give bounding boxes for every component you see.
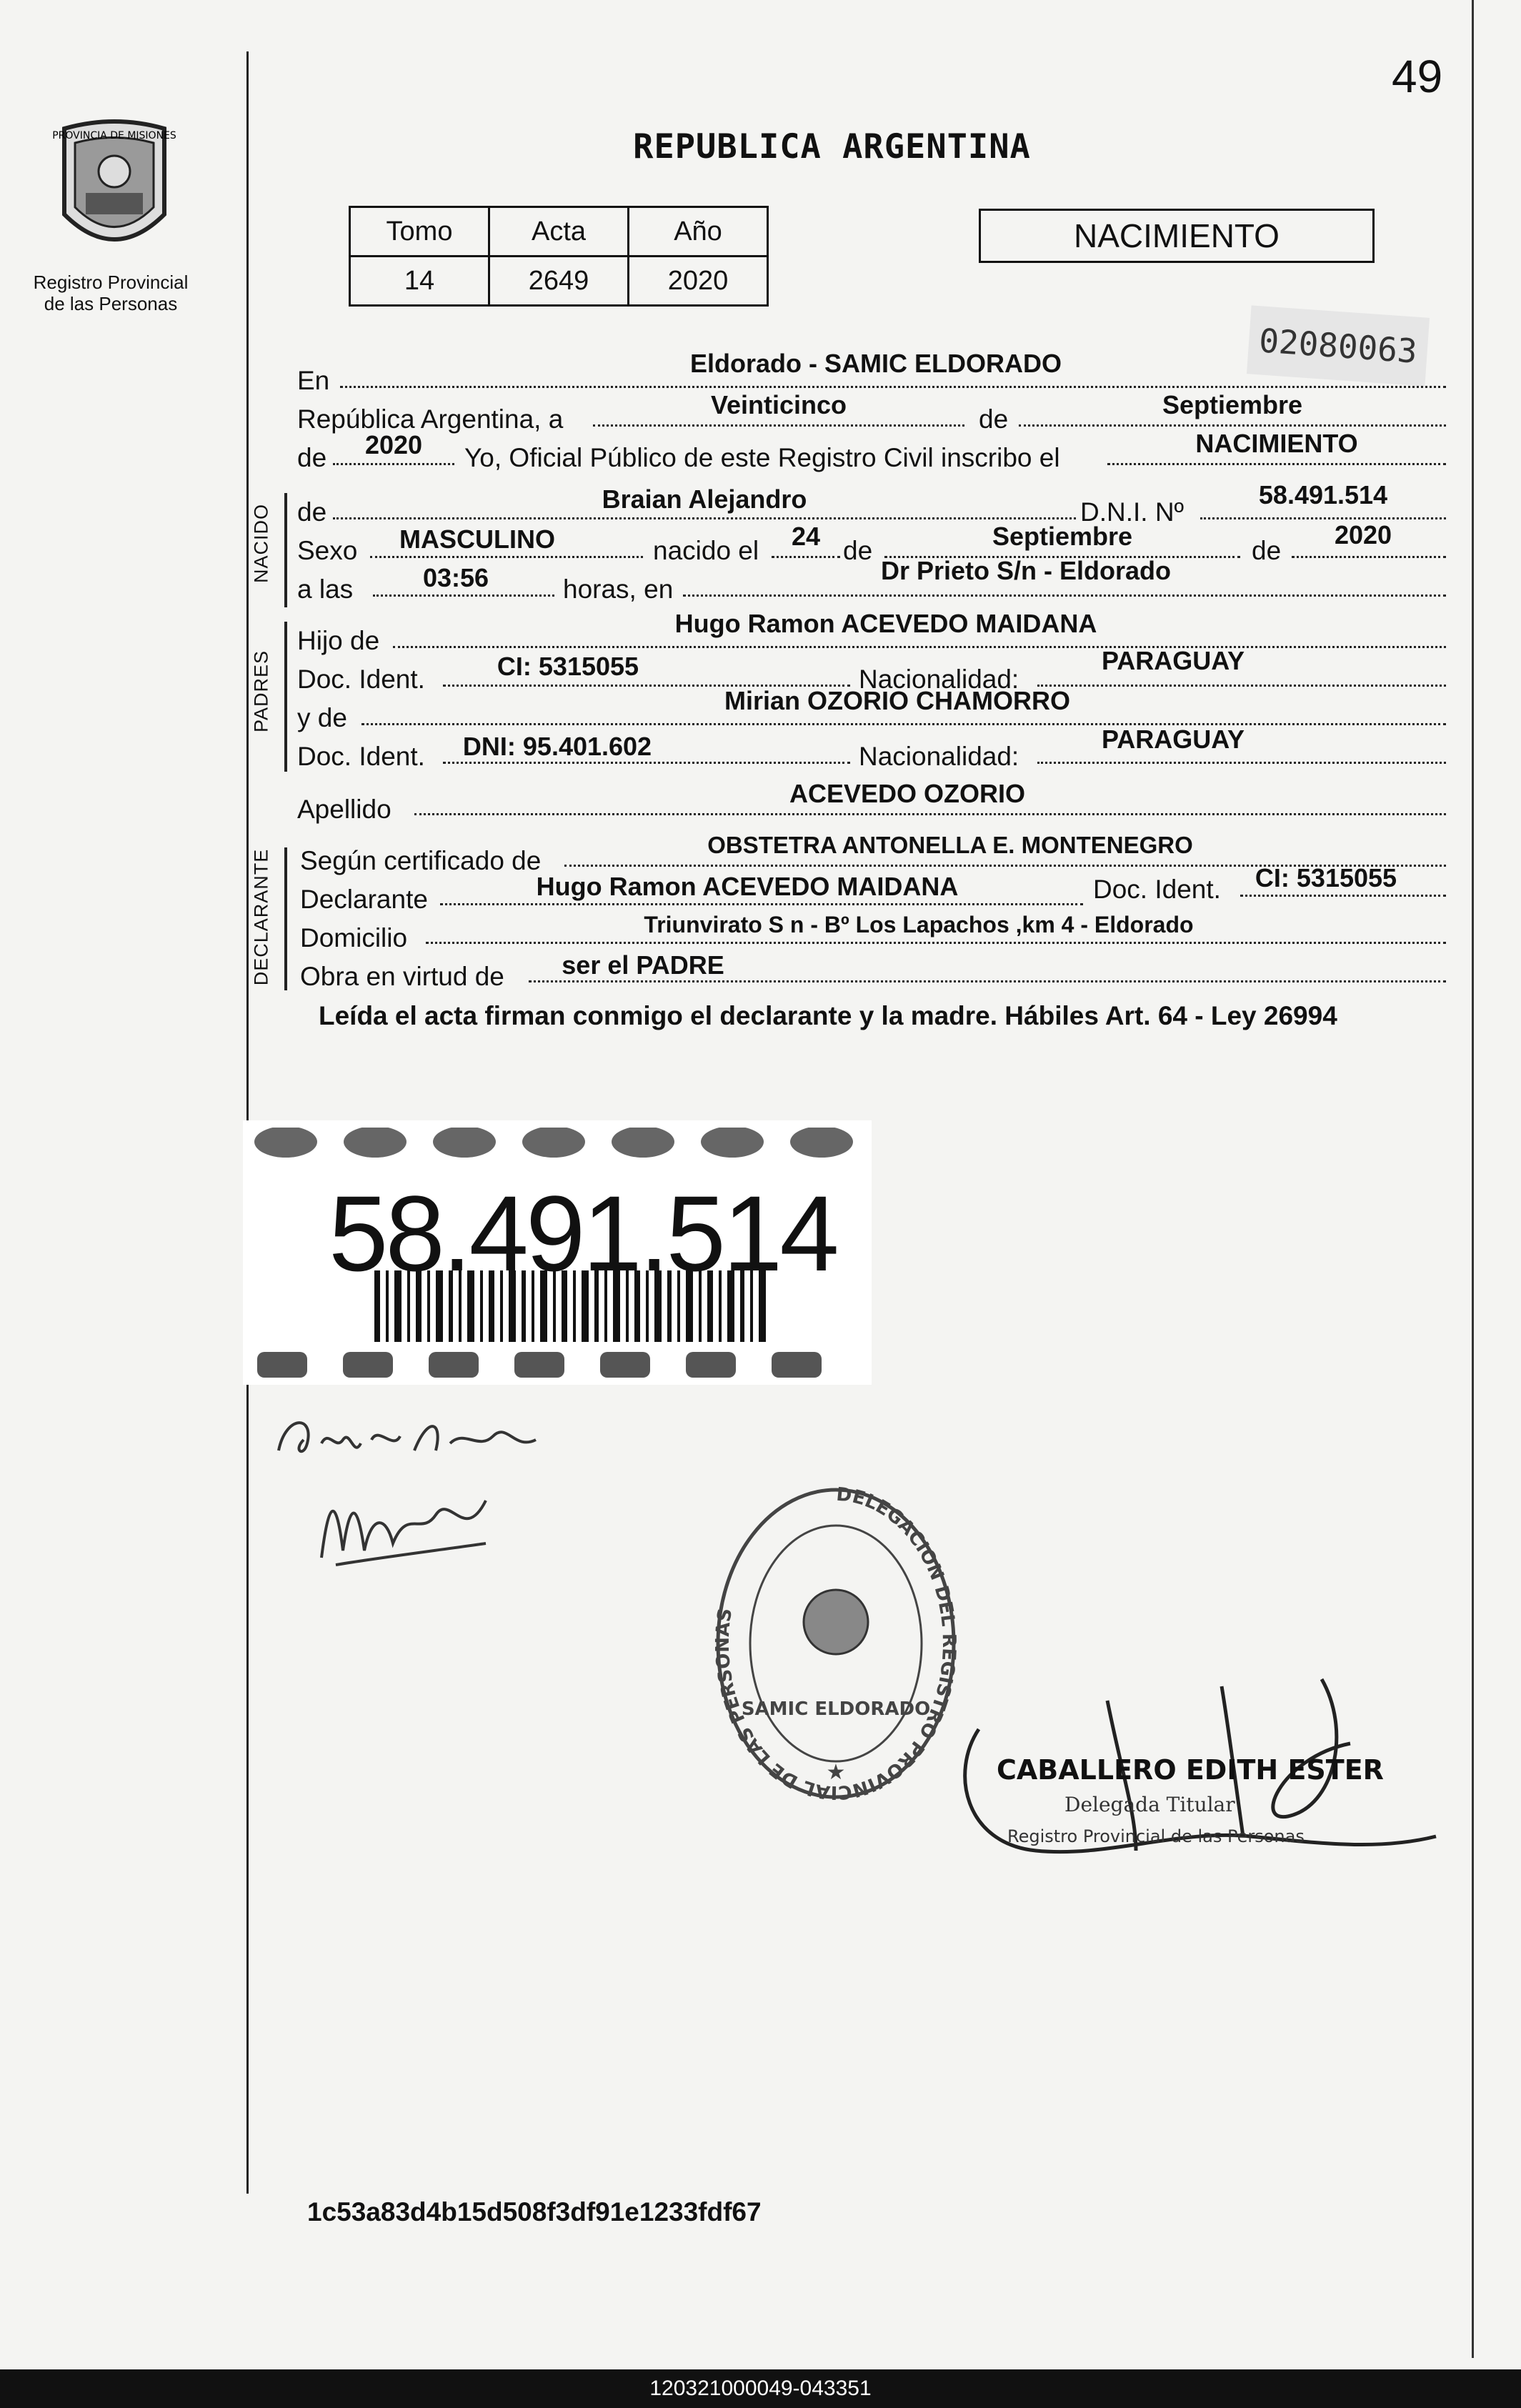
stamp-ring-text: DELEGACION DEL REGISTRO PROVINCIAL DE LAS PERSONAS: [712, 1483, 960, 1803]
legal-notice: Leída el acta firman conmigo el declarante y la madre. Hábiles Art. 64 - Ley 26994: [319, 1001, 1337, 1030]
madre-nac-label: Nacionalidad:: [859, 742, 1019, 771]
mes-value: Septiembre: [1162, 390, 1303, 419]
dotted-line: [1107, 463, 1446, 465]
signature-declarante: [271, 1400, 557, 1472]
official-name: CABALLERO EDITH ESTER: [997, 1754, 1384, 1786]
en-value: Eldorado - SAMIC ELDORADO: [690, 349, 1062, 378]
official-signature: [950, 1672, 1450, 1901]
document-title: REPUBLICA ARGENTINA: [633, 127, 1031, 166]
apellido-value: ACEVEDO OZORIO: [789, 779, 1026, 808]
de-label-2: de: [843, 536, 873, 565]
declarante-doc: CI: 5315055: [1255, 863, 1397, 892]
en-label: En: [297, 366, 330, 395]
dotted-line: [333, 517, 1076, 519]
padres-bracket: [284, 622, 287, 772]
nacido-section-label: NACIDO: [250, 504, 272, 584]
madre-doc-label: Doc. Ident.: [297, 742, 425, 771]
dotted-line: [593, 424, 964, 427]
declarante-section-label: DECLARANTE: [250, 848, 272, 986]
yde-label: y de: [297, 703, 347, 732]
de-label-3: de: [1252, 536, 1282, 565]
cert-label: Según certificado de: [300, 846, 542, 875]
stamp-star-icon: ★: [826, 1761, 846, 1784]
nacido-bracket: [284, 493, 287, 607]
signature-madre: [314, 1472, 500, 1579]
de-label: de: [979, 404, 1009, 434]
declarante-label: Declarante: [300, 885, 428, 914]
domicilio-label: Domicilio: [300, 923, 408, 952]
inscribo-value: NACIMIENTO: [1195, 429, 1358, 458]
padre-nombre: Hugo Ramon ACEVEDO MAIDANA: [674, 609, 1097, 638]
inscribo-label: Yo, Oficial Público de este Registro Civil inscribo el: [464, 443, 1060, 472]
dotted-line: [333, 463, 454, 465]
dotted-line: [373, 594, 554, 597]
anio-written: 2020: [364, 430, 423, 459]
page-number: 49: [1392, 51, 1443, 102]
padre-nac: PARAGUAY: [1101, 646, 1245, 675]
hijo-label: Hijo de: [297, 626, 380, 655]
dotted-line: [683, 594, 1446, 597]
anio-value: 2020: [629, 257, 768, 306]
de2-label: de: [297, 443, 327, 472]
dotted-line: [370, 556, 643, 558]
acta-value: 2649: [489, 257, 629, 306]
dotted-line: [443, 762, 850, 764]
nacido-lugar: Dr Prieto S/n - Eldorado: [880, 556, 1172, 585]
tomo-acta-anio-table: [349, 206, 769, 307]
control-number-stamp: 02080063: [1247, 305, 1430, 386]
barcode-number: 58.491.514: [329, 1173, 837, 1293]
stamp-center-text: SAMIC ELDORADO: [741, 1698, 931, 1720]
registro-caption-line-2: de las Personas: [44, 293, 178, 314]
tomo-label: Tomo: [350, 207, 489, 257]
seal-text: PROVINCIA DE MISIONES: [52, 130, 176, 141]
dotted-line: [414, 813, 1446, 815]
delegation-oval-stamp: [707, 1479, 964, 1808]
nacido-mes: Septiembre: [992, 522, 1133, 551]
padre-nac-label: Nacionalidad:: [859, 665, 1019, 694]
declarante-bracket: [284, 847, 287, 990]
dotted-line: [1037, 762, 1446, 764]
nacido-anio: 2020: [1334, 520, 1392, 549]
dotted-line: [340, 386, 1446, 388]
tomo-value: 14: [350, 257, 489, 306]
apellido-label: Apellido: [297, 795, 392, 824]
dotted-line: [529, 980, 1446, 982]
registro-caption-line-1: Registro Provincial: [33, 272, 189, 293]
madre-nombre: Mirian OZORIO CHAMORRO: [724, 686, 1070, 715]
dni-label: D.N.I. Nº: [1080, 497, 1185, 527]
sexo-value: MASCULINO: [399, 524, 555, 554]
document-hash: 1c53a83d4b15d508f3df91e1233fdf67: [307, 2197, 762, 2227]
sexo-label: Sexo: [297, 536, 358, 565]
right-margin-line: [1472, 0, 1474, 2358]
registro-caption: [21, 272, 200, 314]
padre-doc: CI: 5315055: [497, 652, 639, 681]
dotted-line: [1200, 517, 1446, 519]
acta-label: Acta: [489, 207, 629, 257]
obra-label: Obra en virtud de: [300, 962, 504, 991]
record-type-box: NACIMIENTO: [979, 209, 1375, 263]
nacido-nombre: Braian Alejandro: [602, 484, 807, 514]
sticker-bottom-pattern: [243, 1346, 872, 1382]
madre-nac: PARAGUAY: [1101, 725, 1245, 754]
nacido-dia: 24: [791, 522, 821, 551]
nacido-hora: 03:56: [422, 563, 489, 592]
dotted-line: [426, 942, 1446, 944]
sticker-top-pattern: [243, 1128, 872, 1170]
official-role: Delegada Titular: [1064, 1793, 1235, 1816]
nacido-el-label: nacido el: [653, 536, 759, 565]
dotted-line: [440, 903, 1083, 905]
republica-label: República Argentina, a: [297, 404, 564, 434]
padres-section-label: PADRES: [250, 650, 272, 733]
dotted-line: [1240, 895, 1446, 897]
alas-label: a las: [297, 574, 354, 604]
nacido-de-label: de: [297, 497, 327, 527]
anio-label: Año: [629, 207, 768, 257]
domicilio-value: Triunvirato S n - Bº Los Lapachos ,km 4 - Eldorado: [644, 912, 1194, 937]
madre-doc: DNI: 95.401.602: [462, 732, 652, 761]
dotted-line: [1019, 424, 1446, 427]
cert-value: OBSTETRA ANTONELLA E. MONTENEGRO: [707, 832, 1193, 858]
horas-label: horas, en: [563, 574, 674, 604]
dia-value: Veinticinco: [710, 390, 847, 419]
declarante-doc-label: Doc. Ident.: [1093, 875, 1221, 904]
official-office: Registro Provincial de las Personas: [1007, 1826, 1305, 1846]
padre-doc-label: Doc. Ident.: [297, 665, 425, 694]
footer-id-bar: 120321000049-043351: [0, 2369, 1521, 2408]
nacido-dni: 58.491.514: [1258, 480, 1388, 509]
declarante-nombre: Hugo Ramon ACEVEDO MAIDANA: [536, 872, 959, 901]
obra-value: ser el PADRE: [562, 950, 724, 980]
